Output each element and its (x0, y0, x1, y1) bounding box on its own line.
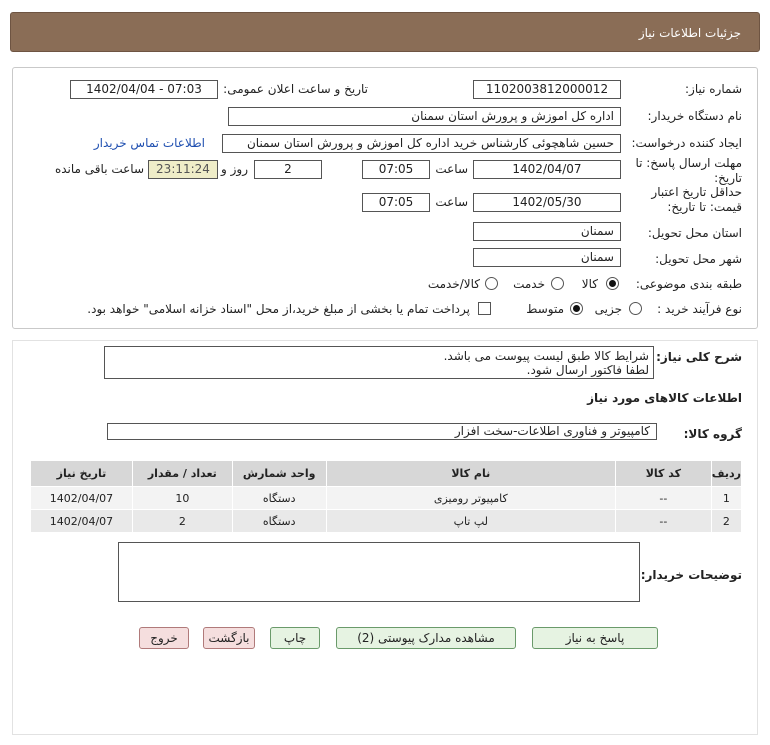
cell-row: 1 (711, 487, 741, 510)
category-goods-service-radio[interactable] (485, 277, 498, 290)
deadline-time-label: ساعت (435, 162, 468, 176)
category-service-radio[interactable] (551, 277, 564, 290)
province-label: استان محل تحویل: (647, 226, 742, 240)
col-name: نام کالا (326, 461, 615, 487)
table-row (31, 510, 742, 533)
cell-quantity: 10 (132, 487, 232, 510)
treasury-payment-checkbox[interactable] (478, 302, 491, 315)
buyer-org-label: نام دستگاه خریدار: (647, 109, 742, 123)
validity-date-field: 1402/05/30 (473, 193, 621, 212)
table-row (31, 487, 742, 510)
city-label: شهر محل تحویل: (655, 252, 742, 266)
process-label: نوع فرآیند خرید : (657, 302, 742, 316)
announce-label: تاریخ و ساعت اعلان عمومی: (223, 82, 368, 96)
goods-group-label: گروه کالا: (683, 427, 742, 441)
cell-quantity: 2 (132, 510, 232, 533)
process-minor-label: جزیی (594, 302, 622, 316)
cell-name: کامپیوتر رومیزی (326, 487, 615, 510)
cell-name: لپ تاپ (326, 510, 615, 533)
category-goods-label: کالا (581, 277, 598, 291)
deadline-date-field: 1402/04/07 (473, 160, 621, 179)
buyer-notes-field (118, 542, 640, 602)
summary-line-1: شرایط کالا طبق لیست پیوست می باشد. (443, 349, 649, 363)
buyer-notes-label: توضیحات خریدار: (640, 568, 742, 582)
process-medium-radio[interactable] (570, 302, 583, 315)
remaining-time-field: 23:11:24 (148, 160, 218, 179)
reply-button[interactable]: پاسخ به نیاز (532, 627, 658, 649)
remaining-label: ساعت باقی مانده (54, 162, 144, 176)
back-button[interactable]: بازگشت (203, 627, 255, 649)
category-goods-radio[interactable] (606, 277, 619, 290)
creator-label: ایجاد کننده درخواست: (631, 136, 742, 150)
goods-table (30, 460, 742, 533)
deadline-label: مهلت ارسال پاسخ: تا تاریخ: (635, 156, 742, 185)
process-minor-radio[interactable] (629, 302, 642, 315)
col-code: کد کالا (615, 461, 711, 487)
category-goods-service-label: کالا/خدمت (427, 277, 480, 291)
cell-date: 1402/04/07 (31, 487, 133, 510)
category-label: طبقه بندی موضوعی: (635, 277, 742, 291)
attachments-button[interactable]: مشاهده مدارک پیوستی (2) (336, 627, 516, 649)
goods-group-field: کامپیوتر و فناوری اطلاعات-سخت افزار (107, 423, 657, 440)
cell-code: -- (615, 487, 711, 510)
treasury-payment-note: پرداخت تمام یا بخشی از مبلغ خرید،از محل "اسناد خزانه اسلامی" خواهد بود. (87, 302, 470, 316)
category-service-label: خدمت (513, 277, 545, 291)
col-row: ردیف (711, 461, 741, 487)
summary-label: شرح کلی نیاز: (656, 350, 742, 364)
exit-button[interactable]: خروج (139, 627, 189, 649)
need-number-field: 1102003812000012 (473, 80, 621, 99)
cell-unit: دستگاه (232, 487, 326, 510)
col-quantity: تعداد / مقدار (132, 461, 232, 487)
creator-field: حسین شاهچوئی کارشناس خرید اداره کل اموزش و پرورش استان سمنان (222, 134, 621, 153)
summary-line-2: لطفا فاکتور ارسال شود. (526, 363, 649, 377)
page-title: جزئیات اطلاعات نیاز (638, 26, 741, 40)
cell-code: -- (615, 510, 711, 533)
buyer-contact-link[interactable]: اطلاعات تماس خریدار (93, 136, 205, 150)
province-field: سمنان (473, 222, 621, 241)
goods-table-header (31, 461, 742, 487)
validity-time-field: 07:05 (362, 193, 430, 212)
process-medium-label: متوسط (526, 302, 564, 316)
validity-time-label: ساعت (435, 195, 468, 209)
days-label: روز و (221, 162, 248, 176)
col-unit: واحد شمارش (232, 461, 326, 487)
cell-date: 1402/04/07 (31, 510, 133, 533)
col-date: تاریخ نیاز (31, 461, 133, 487)
cell-unit: دستگاه (232, 510, 326, 533)
buyer-org-field: اداره کل اموزش و پرورش استان سمنان (228, 107, 621, 126)
days-remaining-field: 2 (254, 160, 322, 179)
goods-section-title: اطلاعات کالاهای مورد نیاز (587, 391, 742, 405)
cell-row: 2 (711, 510, 741, 533)
need-number-label: شماره نیاز: (685, 82, 742, 96)
deadline-time-field: 07:05 (362, 160, 430, 179)
announce-datetime-field: 1402/04/04 - 07:03 (70, 80, 218, 99)
validity-label: حداقل تاریخ اعتبار قیمت: تا تاریخ: (651, 185, 742, 214)
page-header (10, 12, 760, 52)
city-field: سمنان (473, 248, 621, 267)
print-button[interactable]: چاپ (270, 627, 320, 649)
summary-field (104, 346, 654, 379)
